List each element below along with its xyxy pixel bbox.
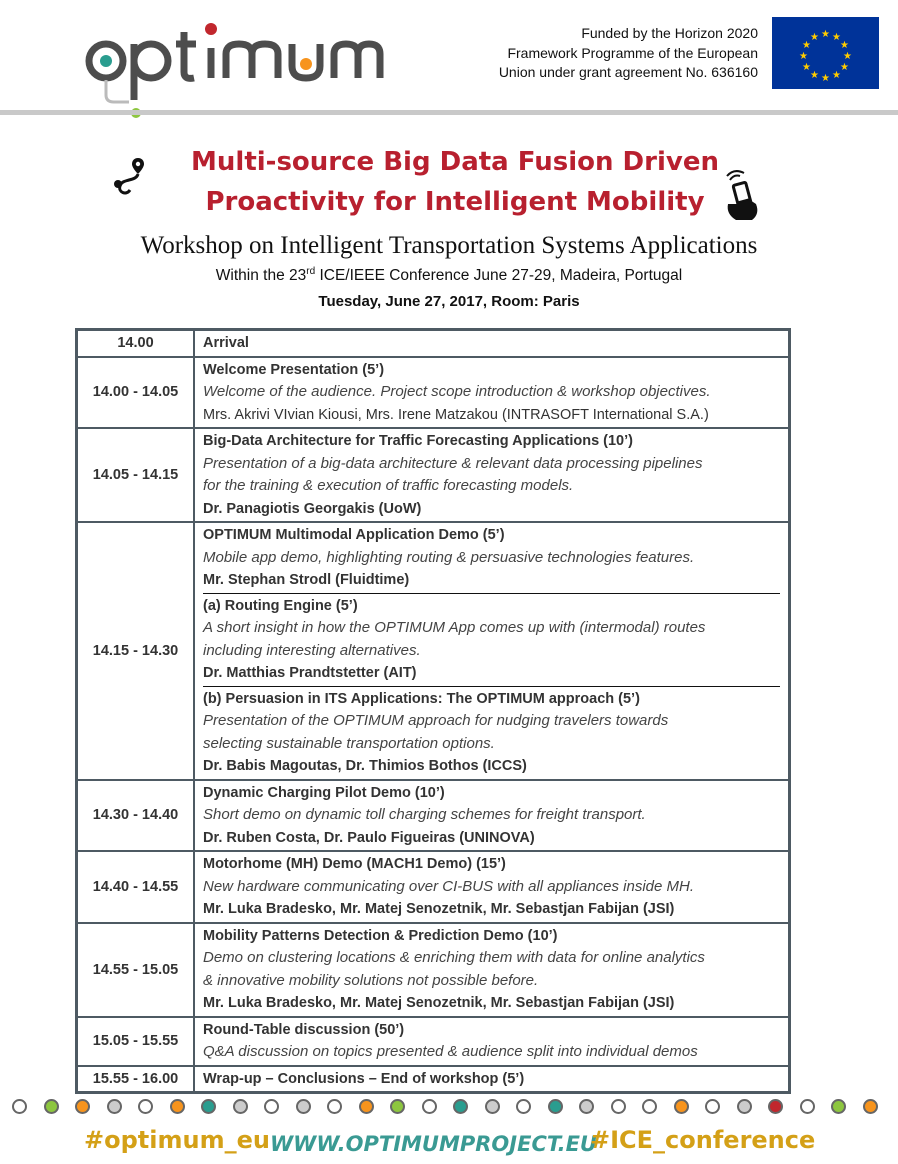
agenda-time: 14.15 - 14.30	[77, 522, 195, 780]
session-speakers: Mr. Luka Bradesko, Mr. Matej Senozetnik, Mr. Sebastjan Fabijan (JSI)	[203, 901, 675, 917]
decorative-dot	[170, 1099, 185, 1114]
agenda-time: 14.30 - 14.40	[77, 780, 195, 852]
svg-text:★: ★	[840, 40, 849, 51]
decorative-dot-row	[12, 1099, 892, 1123]
decorative-dot	[674, 1099, 689, 1114]
session-title: (b) Persuasion in ITS Applications: The OPTIMUM approach (5’)	[203, 690, 640, 707]
decorative-dot	[611, 1099, 626, 1114]
agenda-row	[77, 428, 790, 522]
session-title: Mobility Patterns Detection & Prediction Demo (10’)	[203, 927, 558, 944]
agenda-time: 14.40 - 14.55	[77, 851, 195, 923]
decorative-dot	[264, 1099, 279, 1114]
session-item	[203, 593, 780, 686]
session-item	[203, 1067, 780, 1092]
agenda-row	[77, 1017, 790, 1066]
session-item	[203, 331, 780, 356]
session-item	[203, 523, 780, 593]
decorative-dot	[800, 1099, 815, 1114]
decorative-dot	[359, 1099, 374, 1114]
session-speakers: Mr. Luka Bradesko, Mr. Matej Senozetnik, Mr. Sebastjan Fabijan (JSI)	[203, 995, 675, 1011]
agenda-row	[77, 330, 790, 357]
funding-statement	[428, 24, 758, 83]
session-speakers: Mr. Stephan Strodl (Fluidtime)	[203, 572, 410, 588]
svg-text:★: ★	[810, 70, 819, 81]
hashtag-optimum: #optimum_eu	[84, 1126, 270, 1154]
decorative-dot	[422, 1099, 437, 1114]
agenda-row	[77, 522, 790, 780]
decorative-dot	[296, 1099, 311, 1114]
decorative-dot	[485, 1099, 500, 1114]
decorative-dot	[107, 1099, 122, 1114]
optimum-logo-graphic	[84, 20, 384, 120]
agenda-session	[194, 780, 790, 852]
date-room-line: Tuesday, June 27, 2017, Room: Paris	[318, 293, 580, 310]
svg-text:★: ★	[832, 70, 841, 81]
session-title: Arrival	[203, 335, 249, 351]
decorative-dot	[863, 1099, 878, 1114]
funding-line: Framework Programme of the European	[507, 44, 758, 61]
agenda-time: 14.55 - 15.05	[77, 923, 195, 1017]
session-description: Mobile app demo, highlighting routing & persuasive technologies features.	[203, 548, 695, 566]
session-description: including interesting alternatives.	[203, 641, 421, 659]
session-description: selecting sustainable transportation options.	[203, 734, 495, 752]
conference-prefix: Within the 23	[215, 267, 307, 285]
agenda-session	[194, 923, 790, 1017]
session-description: Q&A discussion on topics presented & audience split into individual demos	[203, 1043, 698, 1060]
conference-line	[0, 266, 898, 285]
document-title	[110, 142, 800, 222]
session-item	[203, 686, 780, 779]
decorative-dot	[705, 1099, 720, 1114]
mobile-phone-hand-icon	[722, 170, 762, 222]
agenda-row	[77, 923, 790, 1017]
agenda-row	[77, 851, 790, 923]
session-description: for the training & execution of traffic forecasting models.	[203, 477, 574, 494]
decorative-dot	[75, 1099, 90, 1114]
website-link[interactable]: WWW.OPTIMUMPROJECT.EU	[270, 1132, 597, 1156]
agenda-session	[194, 357, 790, 429]
funding-line: Funded by the Horizon 2020	[581, 25, 758, 41]
agenda-session	[194, 1066, 790, 1093]
session-speakers: Dr. Matthias Prandtstetter (AIT)	[203, 665, 417, 681]
session-item	[203, 429, 780, 521]
decorative-dot	[737, 1099, 752, 1114]
svg-text:★: ★	[821, 73, 830, 84]
session-item	[203, 781, 780, 851]
decorative-dot	[831, 1099, 846, 1114]
decorative-dot	[44, 1099, 59, 1114]
decorative-dot	[233, 1099, 248, 1114]
optimum-logo	[84, 20, 384, 120]
session-description: Short demo on dynamic toll charging schemes for freight transport.	[203, 806, 646, 823]
svg-text:★: ★	[799, 51, 808, 62]
funding-line: Union under grant agreement No. 636160	[498, 64, 758, 80]
decorative-dot	[12, 1099, 27, 1114]
agenda-session	[194, 851, 790, 923]
svg-text:★: ★	[832, 32, 841, 43]
session-title: (a) Routing Engine (5’)	[203, 597, 358, 614]
svg-text:★: ★	[840, 62, 849, 73]
agenda-time: 14.00	[77, 330, 195, 357]
agenda-row	[77, 1066, 790, 1093]
decorative-dot	[327, 1099, 342, 1114]
eu-flag-icon	[772, 17, 879, 89]
session-title: Welcome Presentation (5’)	[203, 361, 385, 378]
session-title: Wrap-up – Conclusions – End of workshop (5’)	[203, 1070, 525, 1087]
session-speakers: Dr. Ruben Costa, Dr. Paulo Figueiras (UNINOVA)	[203, 829, 535, 846]
agenda-row	[77, 780, 790, 852]
session-speakers: Mrs. Akrivi VIvian Kiousi, Mrs. Irene Matzakou (INTRASOFT International S.A.)	[203, 406, 709, 423]
session-item	[203, 924, 780, 1016]
session-item	[203, 852, 780, 922]
agenda-session	[194, 330, 790, 357]
decorative-dot	[548, 1099, 563, 1114]
agenda-body	[77, 330, 790, 1093]
decorative-dot	[453, 1099, 468, 1114]
decorative-dot	[390, 1099, 405, 1114]
session-title: Motorhome (MH) Demo (MACH1 Demo) (15’)	[203, 856, 506, 872]
agenda-session	[194, 522, 790, 780]
agenda-table	[75, 328, 791, 1094]
session-item	[203, 1018, 780, 1065]
agenda-time: 15.55 - 16.00	[77, 1066, 195, 1093]
svg-text:★: ★	[802, 40, 811, 51]
svg-text:★: ★	[821, 29, 830, 40]
session-description: New hardware communicating over CI-BUS with all appliances inside MH.	[203, 877, 695, 895]
session-title: Big-Data Architecture for Traffic Forecasting Applications (10’)	[203, 433, 633, 449]
agenda-time: 15.05 - 15.55	[77, 1017, 195, 1066]
agenda-time: 14.05 - 14.15	[77, 428, 195, 522]
conference-ordinal: rd	[306, 266, 316, 277]
decorative-dot	[138, 1099, 153, 1114]
agenda-row	[77, 357, 790, 429]
svg-text:★: ★	[802, 62, 811, 73]
title-line: Proactivity for Intelligent Mobility	[205, 187, 705, 217]
session-item	[203, 358, 780, 428]
session-speakers: Dr. Panagiotis Georgakis (UoW)	[203, 500, 422, 517]
session-title: Round-Table discussion (50’)	[203, 1021, 405, 1038]
session-description: Presentation of the OPTIMUM approach for nudging travelers towards	[203, 712, 669, 729]
session-description: A short insight in how the OPTIMUM App comes up with (intermodal) routes	[203, 619, 706, 636]
session-description: Presentation of a big-data architecture & relevant data processing pipelines	[203, 454, 703, 472]
svg-text:★: ★	[843, 51, 852, 62]
session-title: OPTIMUM Multimodal Application Demo (5’)	[203, 527, 505, 543]
decorative-dot	[642, 1099, 657, 1114]
session-description: Demo on clustering locations & enriching them with data for online analytics	[203, 949, 705, 966]
agenda-session	[194, 428, 790, 522]
session-description: Welcome of the audience. Project scope introduction & workshop objectives.	[203, 383, 711, 400]
session-description: & innovative mobility solutions not possible before.	[203, 971, 539, 989]
workshop-subtitle: Workshop on Intelligent Transportation Systems Applications	[140, 232, 758, 259]
decorative-dot	[768, 1099, 783, 1114]
agenda-time: 14.00 - 14.05	[77, 357, 195, 429]
hashtag-conference: #ICE_conference	[590, 1126, 816, 1154]
session-speakers: Dr. Babis Magoutas, Dr. Thimios Bothos (ICCS)	[203, 758, 527, 774]
title-line: Multi-source Big Data Fusion Driven	[191, 147, 719, 177]
header-divider	[0, 110, 898, 115]
svg-text:★: ★	[810, 32, 819, 43]
decorative-dot	[516, 1099, 531, 1114]
session-title: Dynamic Charging Pilot Demo (10’)	[203, 784, 445, 801]
agenda-session	[194, 1017, 790, 1066]
conference-suffix: ICE/IEEE Conference June 27-29, Madeira, Portugal	[315, 267, 683, 285]
decorative-dot	[201, 1099, 216, 1114]
decorative-dot	[579, 1099, 594, 1114]
